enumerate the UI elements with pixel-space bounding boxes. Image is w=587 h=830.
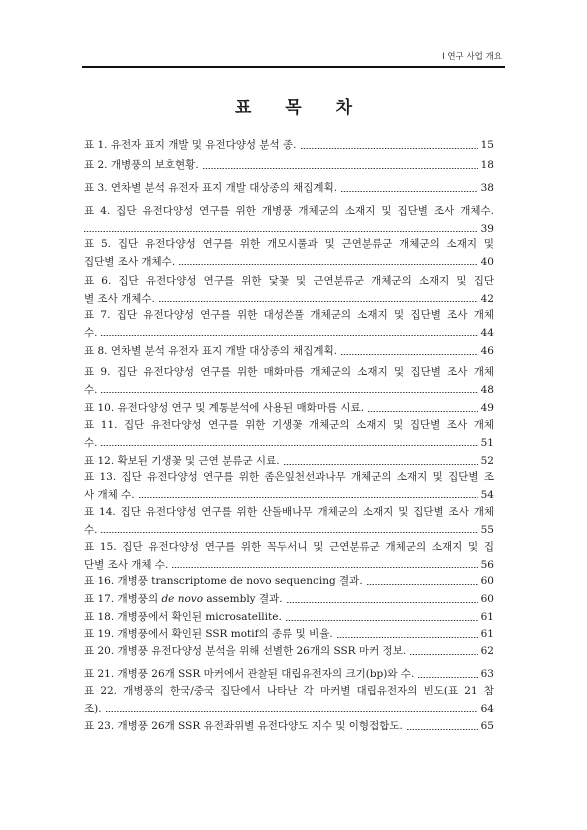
dot-leader bbox=[101, 522, 477, 540]
toc-entry-page-number: 61 bbox=[480, 628, 494, 641]
toc-entry-line bbox=[84, 307, 494, 325]
toc-entry-caption: 표 21. 개병풍 26개 SSR 마커에서 관찰된 대립유전자의 크기(bp)와 수. bbox=[84, 668, 415, 681]
dot-leader bbox=[341, 343, 478, 361]
toc-entry-caption: 표 13. 집단 유전다양성 연구를 위한 좀은잎천선과나무 개체군의 소재지 및 집단별 조 bbox=[84, 471, 494, 484]
toc-entry-last-line bbox=[84, 254, 494, 272]
dot-leader bbox=[101, 382, 477, 400]
toc-entry bbox=[84, 573, 494, 591]
toc-entry-last-line bbox=[84, 137, 494, 155]
toc-entry-caption: 표 11. 집단 유전다양성 연구를 위한 기생꽃 개체군의 소재지 및 집단별 조사 개체 bbox=[84, 419, 494, 432]
dot-leader bbox=[101, 435, 477, 453]
toc-entry bbox=[84, 504, 494, 539]
dot-leader bbox=[367, 573, 478, 591]
toc-entry-caption: 표 6. 집단 유전다양성 연구를 위한 닻꽃 및 근연분류군 개체군의 소재지 및 집단 bbox=[84, 275, 494, 288]
toc-entry-caption: 표 22. 개병풍의 한국/중국 집단에서 나타난 각 마커별 대립유전자의 빈도(표 21 참 bbox=[84, 685, 494, 698]
toc-entry bbox=[84, 539, 494, 574]
toc-entry bbox=[84, 626, 494, 644]
dot-leader bbox=[139, 487, 478, 505]
toc-entry bbox=[84, 453, 494, 471]
caption-segment: assembly 결과. bbox=[203, 593, 283, 606]
toc-entry-last-line bbox=[84, 291, 494, 309]
running-header: Ⅰ 연구 사업 개요 bbox=[442, 52, 502, 62]
toc-entry-last-line bbox=[84, 666, 494, 684]
toc-entry-page-number: 62 bbox=[480, 645, 494, 658]
toc-entry-line bbox=[84, 203, 494, 221]
toc-entry-page-number: 55 bbox=[480, 523, 494, 536]
toc-entry bbox=[84, 643, 494, 661]
toc-entry bbox=[84, 157, 494, 175]
toc-entry-caption: 표 19. 개병풍에서 확인된 SSR motif의 종류 및 비율. bbox=[84, 628, 333, 641]
toc-entry-line bbox=[84, 273, 494, 291]
dot-leader bbox=[337, 626, 478, 644]
toc-entry-caption bbox=[84, 591, 283, 609]
toc-entry-last-line bbox=[84, 343, 494, 361]
toc-entry-caption: 표 18. 개병풍에서 확인된 microsatellite. bbox=[84, 611, 282, 624]
toc-entry bbox=[84, 137, 494, 155]
toc-entry-caption: 사 개체 수. bbox=[84, 488, 135, 501]
dot-leader bbox=[101, 325, 477, 343]
toc-entry-caption: 표 2. 개병풍의 보호현황. bbox=[84, 159, 199, 172]
toc-entry-line bbox=[84, 417, 494, 435]
toc-entry-last-line bbox=[84, 591, 494, 609]
toc-entry-page-number: 61 bbox=[480, 611, 494, 624]
toc-entry-last-line bbox=[84, 157, 494, 175]
toc-entry-caption: 표 14. 집단 유전다양성 연구를 위한 산돌배나무 개체군의 소재지 및 집단별 조사 개체 bbox=[84, 506, 494, 519]
toc-entry-caption: 집단별 조사 개체수. bbox=[84, 255, 176, 268]
toc-entry-page-number: 52 bbox=[480, 455, 494, 468]
toc-entry-page-number: 15 bbox=[480, 139, 494, 152]
toc-entry-last-line bbox=[84, 180, 494, 198]
toc-entry-page-number: 51 bbox=[480, 436, 494, 449]
toc-entry-caption: 표 8. 연차별 분석 유전자 표지 개발 대상종의 채집계획. bbox=[84, 345, 338, 358]
toc-entry-page-number: 44 bbox=[480, 326, 494, 339]
toc-entry-line bbox=[84, 683, 494, 701]
toc-entry-page-number: 46 bbox=[480, 345, 494, 358]
dot-leader bbox=[286, 609, 478, 627]
toc-entry bbox=[84, 400, 494, 418]
toc-entry-page-number: 49 bbox=[480, 402, 494, 415]
dot-leader bbox=[287, 591, 478, 609]
toc-entry-caption: 표 20. 개병풍 유전다양성 분석을 위해 선별한 26개의 SSR 마커 정보. bbox=[84, 645, 407, 658]
toc-entry-page-number: 64 bbox=[480, 702, 494, 715]
toc-entry-line bbox=[84, 504, 494, 522]
toc-entry-caption: 표 15. 집단 유전다양성 연구를 위한 꼭두서니 및 근연분류군 개체군의 소재지 및 집 bbox=[84, 541, 494, 554]
toc-entry-page-number: 42 bbox=[480, 292, 494, 305]
dot-leader bbox=[368, 400, 478, 418]
toc-entry-caption: 수. bbox=[84, 383, 98, 396]
toc-entry-page-number: 60 bbox=[480, 593, 494, 606]
toc-entry bbox=[84, 609, 494, 627]
toc-entry-last-line bbox=[84, 453, 494, 471]
toc-entry-last-line bbox=[84, 522, 494, 540]
toc-entry-last-line bbox=[84, 487, 494, 505]
toc-entry bbox=[84, 343, 494, 361]
toc-entry-page-number: 38 bbox=[480, 182, 494, 195]
dot-leader bbox=[418, 666, 477, 684]
dot-leader bbox=[159, 291, 478, 309]
dot-leader bbox=[172, 557, 477, 575]
toc-entry-page-number: 65 bbox=[480, 720, 494, 733]
toc-entry bbox=[84, 364, 494, 399]
toc-entry-line bbox=[84, 539, 494, 557]
toc-entry bbox=[84, 469, 494, 504]
dot-leader bbox=[407, 718, 478, 736]
dot-leader bbox=[341, 180, 478, 198]
toc-entry-page-number: 18 bbox=[480, 159, 494, 172]
toc-entry-last-line bbox=[84, 573, 494, 591]
toc-entry bbox=[84, 718, 494, 736]
dot-leader bbox=[179, 254, 477, 272]
toc-entry bbox=[84, 180, 494, 198]
header-rule bbox=[82, 66, 505, 68]
dot-leader bbox=[106, 701, 478, 719]
toc-entry-caption: 표 16. 개병풍 transcriptome de novo sequencing 결과. bbox=[84, 575, 363, 588]
dot-leader bbox=[284, 453, 478, 471]
toc-entry-page-number: 48 bbox=[480, 383, 494, 396]
toc-entry-last-line bbox=[84, 609, 494, 627]
toc-entry-last-line bbox=[84, 435, 494, 453]
toc-entry-caption: 조). bbox=[84, 702, 102, 715]
toc-entry bbox=[84, 236, 494, 271]
toc-entry bbox=[84, 591, 494, 609]
dot-leader bbox=[203, 157, 478, 175]
toc-entry-caption: 표 9. 집단 유전다양성 연구를 위한 매화마름 개체군의 소재지 및 집단별 조사 개체 bbox=[84, 366, 494, 379]
toc-entry-caption: 별 조사 개체수. bbox=[84, 292, 155, 305]
toc-entry-caption: 표 4. 집단 유전다양성 연구를 위한 개병풍 개체군의 소재지 및 집단별 조사 개체수. bbox=[84, 205, 494, 218]
toc-entry-line bbox=[84, 469, 494, 487]
italic-term: de novo bbox=[161, 593, 204, 606]
toc-entry-last-line bbox=[84, 325, 494, 343]
toc-entry-caption: 표 3. 연차별 분석 유전자 표지 개발 대상종의 채집계획. bbox=[84, 182, 338, 195]
toc-entry-line bbox=[84, 364, 494, 382]
toc-entry-page-number: 40 bbox=[480, 255, 494, 268]
toc-entry-page-number: 54 bbox=[480, 488, 494, 501]
toc-entry bbox=[84, 307, 494, 342]
toc-entry-caption: 표 5. 집단 유전다양성 연구를 위한 개모시풀과 및 근연분류군 개체군의 소재지 및 bbox=[84, 238, 494, 251]
toc-entry-last-line bbox=[84, 400, 494, 418]
toc-entry-last-line bbox=[84, 643, 494, 661]
toc-entry bbox=[84, 273, 494, 308]
toc-entry-last-line bbox=[84, 382, 494, 400]
toc-entry bbox=[84, 666, 494, 684]
toc-entry-caption: 표 1. 유전자 표지 개발 및 유전다양성 분석 종. bbox=[84, 139, 297, 152]
caption-segment: 표 17. 개병풍의 bbox=[84, 593, 162, 606]
toc-entry bbox=[84, 683, 494, 718]
toc-entry-last-line bbox=[84, 701, 494, 719]
toc-entry-caption: 단별 조사 개체 수. bbox=[84, 558, 169, 571]
toc-entry bbox=[84, 203, 494, 238]
toc-entry-caption: 표 10. 유전다양성 연구 및 계통분석에 사용된 매화마름 시료. bbox=[84, 402, 365, 415]
toc-entry-caption: 수. bbox=[84, 523, 98, 536]
toc-entry-line bbox=[84, 236, 494, 254]
toc-entry-last-line bbox=[84, 626, 494, 644]
toc-entry-last-line bbox=[84, 718, 494, 736]
toc-entry-page-number: 39 bbox=[480, 222, 494, 235]
dot-leader bbox=[301, 137, 478, 155]
toc-entry-page-number: 60 bbox=[480, 575, 494, 588]
toc-entry-caption: 수. bbox=[84, 436, 98, 449]
toc-entry-caption: 수. bbox=[84, 326, 98, 339]
dot-leader bbox=[410, 643, 477, 661]
toc-entry-caption: 표 12. 확보된 기생꽃 및 근연 분류군 시료. bbox=[84, 455, 280, 468]
toc-entry-page-number: 63 bbox=[480, 668, 494, 681]
toc-entry-last-line bbox=[84, 557, 494, 575]
toc-entry-page-number: 56 bbox=[480, 558, 494, 571]
page-title: 표 목 차 bbox=[234, 98, 367, 118]
toc-entry-caption: 표 7. 집단 유전다양성 연구를 위한 대성쓴풀 개체군의 소재지 및 집단별 조사 개체 bbox=[84, 309, 494, 322]
toc-entry-caption: 표 23. 개병풍 26개 SSR 유전좌위별 유전다양도 지수 및 이형접합도. bbox=[84, 720, 403, 733]
toc-entry bbox=[84, 417, 494, 452]
